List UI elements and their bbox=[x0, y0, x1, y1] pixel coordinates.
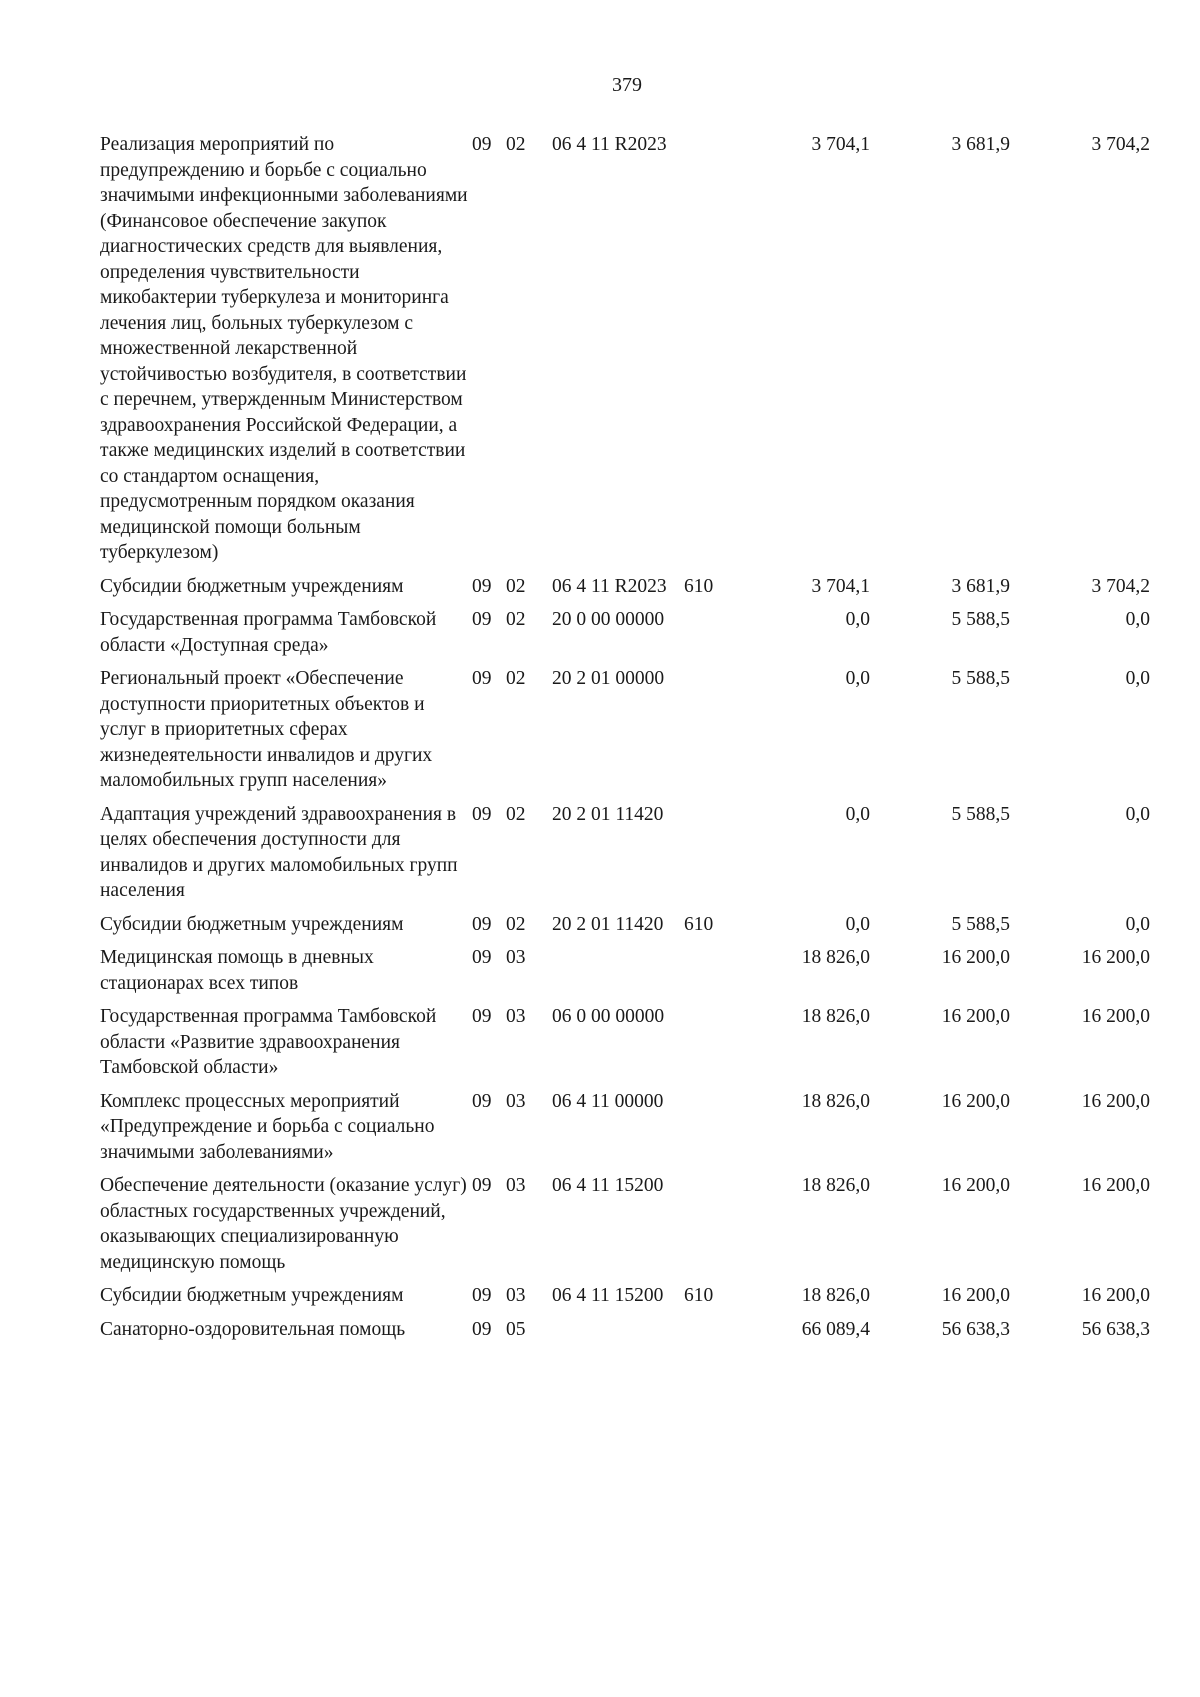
section-code: 09 bbox=[472, 1006, 492, 1027]
expense-type-code bbox=[672, 1089, 762, 1166]
target-article-code: 06 4 11 R2023 bbox=[552, 575, 667, 597]
amount-year-2: 16 200,0 bbox=[941, 1006, 1010, 1027]
amount-year-3: 16 200,0 bbox=[1081, 1090, 1150, 1112]
expense-type-code bbox=[672, 945, 762, 996]
section-code: 09 bbox=[472, 134, 492, 155]
target-article-code: 20 2 01 11420 bbox=[552, 913, 664, 935]
target-article-code: 06 4 11 15200 bbox=[552, 1175, 664, 1196]
subsection-code: 02 bbox=[506, 134, 526, 155]
amount-year-1: 0,0 bbox=[845, 668, 870, 689]
table-row bbox=[100, 1173, 1170, 1283]
amount-year-3: 0,0 bbox=[1125, 609, 1150, 630]
row-name: Обеспечение деятельности (оказание услуг) областных государственных учреждений, оказывающих специализированную медицинскую помощь bbox=[100, 1175, 467, 1273]
amount-year-1: 18 826,0 bbox=[801, 1006, 870, 1027]
row-name: Комплекс процессных мероприятий «Предупреждение и борьба с социально значимыми заболеваниями» bbox=[100, 1090, 435, 1163]
expense-type-code: 610 bbox=[684, 1285, 714, 1306]
amount-year-3: 3 704,2 bbox=[1091, 575, 1150, 597]
amount-year-3: 16 200,0 bbox=[1081, 947, 1150, 968]
table-row bbox=[100, 666, 1170, 802]
amount-year-3: 16 200,0 bbox=[1081, 1006, 1150, 1027]
table-row bbox=[100, 912, 1170, 946]
subsection-code: 03 bbox=[506, 1175, 526, 1196]
amount-year-1: 18 826,0 bbox=[801, 1090, 870, 1112]
subsection-code: 02 bbox=[506, 575, 526, 597]
subsection-code: 03 bbox=[506, 1006, 526, 1027]
section-code: 09 bbox=[472, 1090, 492, 1112]
table-row bbox=[100, 802, 1170, 912]
section-code: 09 bbox=[472, 668, 492, 689]
amount-year-2: 16 200,0 bbox=[941, 947, 1010, 968]
amount-year-3: 3 704,2 bbox=[1091, 134, 1150, 155]
target-article-code: 20 0 00 00000 bbox=[552, 609, 665, 630]
section-code: 09 bbox=[472, 1285, 492, 1306]
subsection-code: 02 bbox=[506, 913, 526, 935]
amount-year-2: 5 588,5 bbox=[951, 609, 1010, 630]
expense-type-code bbox=[672, 1004, 762, 1081]
subsection-code: 03 bbox=[506, 1090, 526, 1112]
amount-year-1: 0,0 bbox=[845, 803, 870, 825]
row-name: Субсидии бюджетным учреждениям bbox=[100, 575, 404, 597]
amount-year-3: 0,0 bbox=[1125, 803, 1150, 825]
amount-year-1: 0,0 bbox=[845, 913, 870, 935]
expense-type-code bbox=[672, 132, 762, 566]
subsection-code: 02 bbox=[506, 668, 526, 689]
amount-year-2: 5 588,5 bbox=[951, 668, 1010, 689]
table-row bbox=[100, 1004, 1170, 1089]
amount-year-2: 16 200,0 bbox=[941, 1090, 1010, 1112]
table-row bbox=[100, 1283, 1170, 1317]
amount-year-3: 0,0 bbox=[1125, 668, 1150, 689]
table-row bbox=[100, 132, 1170, 574]
table-row bbox=[100, 1317, 1170, 1351]
row-name: Субсидии бюджетным учреждениям bbox=[100, 913, 404, 935]
expense-type-code: 610 bbox=[684, 913, 714, 935]
amount-year-2: 3 681,9 bbox=[951, 575, 1010, 597]
table-row bbox=[100, 1089, 1170, 1174]
target-article-code: 06 4 11 R2023 bbox=[552, 134, 667, 155]
target-article-code: 06 4 11 00000 bbox=[552, 1090, 664, 1112]
target-article-code bbox=[538, 945, 672, 996]
section-code: 09 bbox=[472, 609, 492, 630]
row-name: Реализация мероприятий по предупреждению и борьбе с социально значимыми инфекционными заболеваниями (Финансовое обеспечение закупок диагностических средств для выявления, определения чувствительности микобактерии туберкулеза и мониторинга лечения лиц, больных туберкулезом с множественной лекарственной устойчивостью возбудителя, в соответствии с перечнем, утвержденным Министерством здравоохранения Российской Федерации, а также медицинских изделий в соответствии со стандартом оснащения, предусмотренным порядком оказания медицинской помощи больным туберкулезом) bbox=[100, 134, 468, 563]
subsection-code: 02 bbox=[506, 609, 526, 630]
amount-year-2: 5 588,5 bbox=[951, 803, 1010, 825]
expense-type-code bbox=[672, 666, 762, 794]
row-name: Санаторно-оздоровительная помощь bbox=[100, 1318, 406, 1340]
amount-year-1: 18 826,0 bbox=[801, 947, 870, 968]
section-code: 09 bbox=[472, 913, 492, 935]
budget-table bbox=[100, 132, 1170, 1350]
section-code: 09 bbox=[472, 575, 492, 597]
section-code: 09 bbox=[472, 1318, 492, 1340]
target-article-code bbox=[538, 1317, 672, 1343]
row-name: Адаптация учреждений здравоохранения в целях обеспечения доступности для инвалидов и других маломобильных групп населения bbox=[100, 803, 458, 901]
amount-year-2: 16 200,0 bbox=[941, 1285, 1010, 1306]
amount-year-3: 0,0 bbox=[1125, 913, 1150, 935]
row-name: Субсидии бюджетным учреждениям bbox=[100, 1285, 404, 1306]
section-code: 09 bbox=[472, 1175, 492, 1196]
amount-year-2: 5 588,5 bbox=[951, 913, 1010, 935]
amount-year-3: 16 200,0 bbox=[1081, 1285, 1150, 1306]
target-article-code: 06 4 11 15200 bbox=[552, 1285, 664, 1306]
row-name: Государственная программа Тамбовской области «Доступная среда» bbox=[100, 609, 437, 656]
table-row bbox=[100, 607, 1170, 666]
expense-type-code bbox=[672, 1173, 762, 1275]
expense-type-code: 610 bbox=[684, 575, 714, 597]
amount-year-1: 66 089,4 bbox=[801, 1318, 870, 1340]
amount-year-3: 16 200,0 bbox=[1081, 1175, 1150, 1196]
amount-year-1: 0,0 bbox=[845, 609, 870, 630]
target-article-code: 06 0 00 00000 bbox=[552, 1006, 665, 1027]
row-name: Региональный проект «Обеспечение доступности приоритетных объектов и услуг в приоритетных сферах жизнедеятельности инвалидов и других маломобильных групп населения» bbox=[100, 668, 433, 791]
target-article-code: 20 2 01 00000 bbox=[552, 668, 665, 689]
amount-year-2: 3 681,9 bbox=[951, 134, 1010, 155]
expense-type-code bbox=[672, 607, 762, 658]
subsection-code: 03 bbox=[506, 947, 526, 968]
subsection-code: 05 bbox=[506, 1318, 526, 1340]
expense-type-code bbox=[672, 1317, 762, 1343]
row-name: Медицинская помощь в дневных стационарах всех типов bbox=[100, 947, 374, 994]
amount-year-1: 18 826,0 bbox=[801, 1175, 870, 1196]
target-article-code: 20 2 01 11420 bbox=[552, 803, 664, 825]
page-number: 379 bbox=[612, 74, 642, 96]
table-row bbox=[100, 574, 1170, 608]
amount-year-1: 3 704,1 bbox=[811, 575, 870, 597]
subsection-code: 02 bbox=[506, 803, 526, 825]
section-code: 09 bbox=[472, 803, 492, 825]
expense-type-code bbox=[672, 802, 762, 904]
amount-year-3: 56 638,3 bbox=[1081, 1318, 1150, 1340]
subsection-code: 03 bbox=[506, 1285, 526, 1306]
section-code: 09 bbox=[472, 947, 492, 968]
amount-year-1: 3 704,1 bbox=[811, 134, 870, 155]
amount-year-2: 16 200,0 bbox=[941, 1175, 1010, 1196]
amount-year-1: 18 826,0 bbox=[801, 1285, 870, 1306]
table-row bbox=[100, 945, 1170, 1004]
amount-year-2: 56 638,3 bbox=[941, 1318, 1010, 1340]
row-name: Государственная программа Тамбовской области «Развитие здравоохранения Тамбовской области» bbox=[100, 1006, 437, 1078]
